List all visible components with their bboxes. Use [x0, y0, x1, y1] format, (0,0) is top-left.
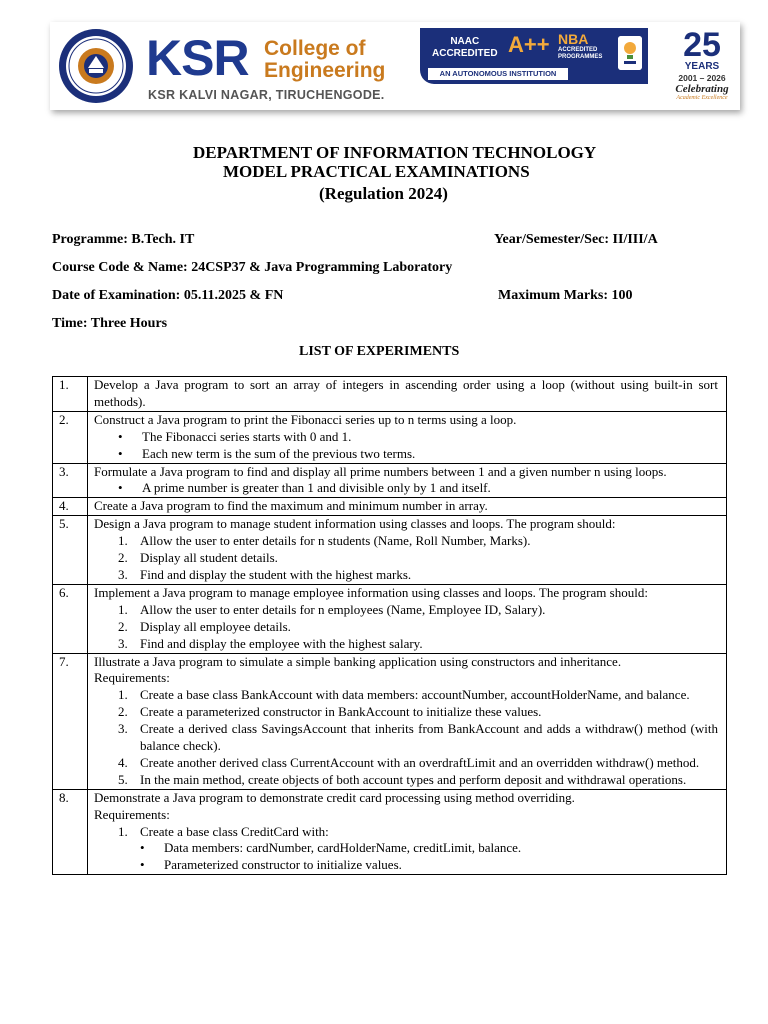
step-number: 4. — [118, 754, 128, 770]
experiment-number: 5. — [53, 516, 88, 585]
regulation-title: (Regulation 2024) — [319, 184, 448, 203]
list-item: • Each new term is the sum of the previous two terms. — [118, 446, 718, 463]
step-number: 3. — [118, 566, 128, 582]
list-item — [94, 755, 718, 772]
step-text: Display all student details. — [140, 550, 278, 566]
numbered-list — [94, 824, 718, 841]
requirements-label: Requirements: — [94, 670, 170, 686]
experiment-text: Design a Java program to manage student information using classes and loops. The program should: — [94, 516, 616, 532]
step-number: 1. — [118, 823, 128, 839]
list-item — [94, 567, 718, 584]
step-number: 2. — [118, 618, 128, 634]
step-number: 1. — [118, 533, 128, 549]
anniversary-tagline: Academic Excellence — [676, 95, 728, 101]
table-row — [53, 463, 727, 498]
table-row — [53, 498, 727, 516]
step-text: Create a parameterized constructor in BankAccount to initialize these values. — [140, 704, 542, 720]
experiment-number: 2. — [53, 411, 88, 463]
numbered-list — [94, 533, 718, 584]
step-text: Create a base class CreditCard with: — [140, 823, 329, 839]
table-row — [53, 377, 727, 412]
nba-label: NBA — [558, 31, 589, 47]
list-item: • Data members: cardNumber, cardHolderName, creditLimit, balance. — [140, 840, 718, 857]
experiment-description — [88, 584, 727, 653]
experiment-text: Implement a Java program to manage employee information using classes and loops. The program should: — [94, 584, 648, 600]
time-label: Time: Three Hours — [52, 316, 168, 331]
step-text: Create a derived class SavingsAccount that inherits from BankAccount and adds a withdraw() method (with balance check). — [140, 721, 718, 754]
exam-date-label: Date of Examination: 05.11.2025 & FN — [52, 288, 284, 303]
college-seal-icon — [58, 28, 134, 104]
list-title: LIST OF EXPERIMENTS — [299, 344, 460, 359]
accreditation-badge — [420, 28, 648, 84]
list-item — [94, 772, 718, 789]
naac-label: NAAC ACCREDITED — [432, 36, 498, 59]
experiment-number: 6. — [53, 584, 88, 653]
anniversary-number: 25 — [683, 26, 721, 64]
brand-name: KSR — [146, 30, 249, 86]
department-title: DEPARTMENT OF INFORMATION TECHNOLOGY — [193, 143, 597, 162]
step-text: Allow the user to enter details for n students (Name, Roll Number, Marks). — [140, 533, 531, 549]
step-text: Display all employee details. — [140, 618, 291, 634]
experiment-description — [88, 653, 727, 789]
list-item — [94, 636, 718, 653]
anniversary-range: 2001 – 2026 — [678, 73, 726, 83]
step-number: 3. — [118, 721, 128, 737]
table-row — [53, 789, 727, 875]
step-text: In the main method, create objects of both account types and perform deposit and withdrawal operations. — [140, 771, 687, 787]
step-number: 2. — [118, 550, 128, 566]
table-row — [53, 411, 727, 463]
step-number: 1. — [118, 601, 128, 617]
step-text: Create a base class BankAccount with data members: accountNumber, accountHolderName, and balance. — [140, 687, 690, 703]
bullet-list — [118, 429, 718, 463]
year-semester-label: Year/Semester/Sec: II/III/A — [494, 232, 658, 247]
autonomous-label: AN AUTONOMOUS INSTITUTION — [428, 68, 568, 80]
experiment-description — [88, 498, 727, 516]
experiment-text: Demonstrate a Java program to demonstrate credit card processing using method overriding. — [94, 789, 575, 805]
anniversary-celebrating: Celebrating — [675, 83, 729, 95]
experiment-number: 1. — [53, 377, 88, 412]
numbered-list — [94, 687, 718, 788]
anniversary-years: YEARS — [684, 61, 720, 72]
list-item — [94, 721, 718, 755]
experiment-description — [88, 789, 727, 875]
anniversary-logo — [668, 28, 736, 108]
list-item: • A prime number is greater than 1 and divisible only by 1 and itself. — [118, 480, 718, 497]
college-name-line1: College of — [264, 37, 366, 60]
iic-logo-icon — [618, 36, 642, 70]
college-header-banner — [50, 22, 740, 110]
table-row — [53, 516, 727, 585]
step-number: 5. — [118, 771, 128, 787]
naac-grade: A++ — [508, 32, 550, 57]
experiment-text: Construct a Java program to print the Fibonacci series up to n terms using a loop. — [94, 411, 517, 427]
experiment-text: Develop a Java program to sort an array of integers in ascending order using a loop (without using built-in sort methods). — [94, 377, 718, 409]
step-number: 2. — [118, 704, 128, 720]
step-number: 3. — [118, 635, 128, 651]
table-row — [53, 584, 727, 653]
step-number: 1. — [118, 687, 128, 703]
experiment-number: 7. — [53, 653, 88, 789]
programme-label: Programme: B.Tech. IT — [52, 232, 195, 247]
requirements-label: Requirements: — [94, 806, 170, 822]
experiment-number: 8. — [53, 789, 88, 875]
experiment-number: 3. — [53, 463, 88, 498]
step-text: Create another derived class CurrentAccount with an overdraftLimit and an overridden withdraw() method. — [140, 754, 700, 770]
experiment-text: Create a Java program to find the maximum and minimum number in array. — [94, 498, 488, 514]
list-item — [94, 533, 718, 550]
list-item — [94, 687, 718, 704]
course-label: Course Code & Name: 24CSP37 & Java Programming Laboratory — [52, 260, 453, 275]
list-item — [94, 824, 718, 841]
experiment-description — [88, 463, 727, 498]
bullet-list — [118, 480, 718, 497]
experiment-description — [88, 411, 727, 463]
experiment-description — [88, 377, 727, 412]
experiment-number: 4. — [53, 498, 88, 516]
experiment-text: Illustrate a Java program to simulate a simple banking application using constructors and inheritance. — [94, 653, 622, 669]
list-item: • The Fibonacci series starts with 0 and 1. — [118, 429, 718, 446]
bullet-list — [140, 840, 718, 874]
experiments-table — [52, 376, 727, 875]
exam-title: MODEL PRACTICAL EXAMINATIONS — [223, 162, 530, 181]
list-item: • Parameterized constructor to initialize values. — [140, 857, 718, 874]
experiment-description — [88, 516, 727, 585]
list-item — [94, 602, 718, 619]
nba-sublabel: ACCREDITED PROGRAMMES — [558, 47, 603, 60]
college-name-line2: Engineering — [264, 59, 386, 82]
college-address: KSR KALVI NAGAR, TIRUCHENGODE. — [148, 88, 385, 102]
list-item — [94, 704, 718, 721]
table-row — [53, 653, 727, 789]
list-item — [94, 550, 718, 567]
step-text: Find and display the student with the highest marks. — [140, 566, 412, 582]
list-item — [94, 619, 718, 636]
max-marks-label: Maximum Marks: 100 — [498, 288, 633, 303]
step-text: Find and display the employee with the highest salary. — [140, 635, 423, 651]
numbered-list — [94, 602, 718, 653]
step-text: Allow the user to enter details for n employees (Name, Employee ID, Salary). — [140, 601, 546, 617]
experiment-text: Formulate a Java program to find and display all prime numbers between 1 and a given number n using loops. — [94, 463, 667, 479]
